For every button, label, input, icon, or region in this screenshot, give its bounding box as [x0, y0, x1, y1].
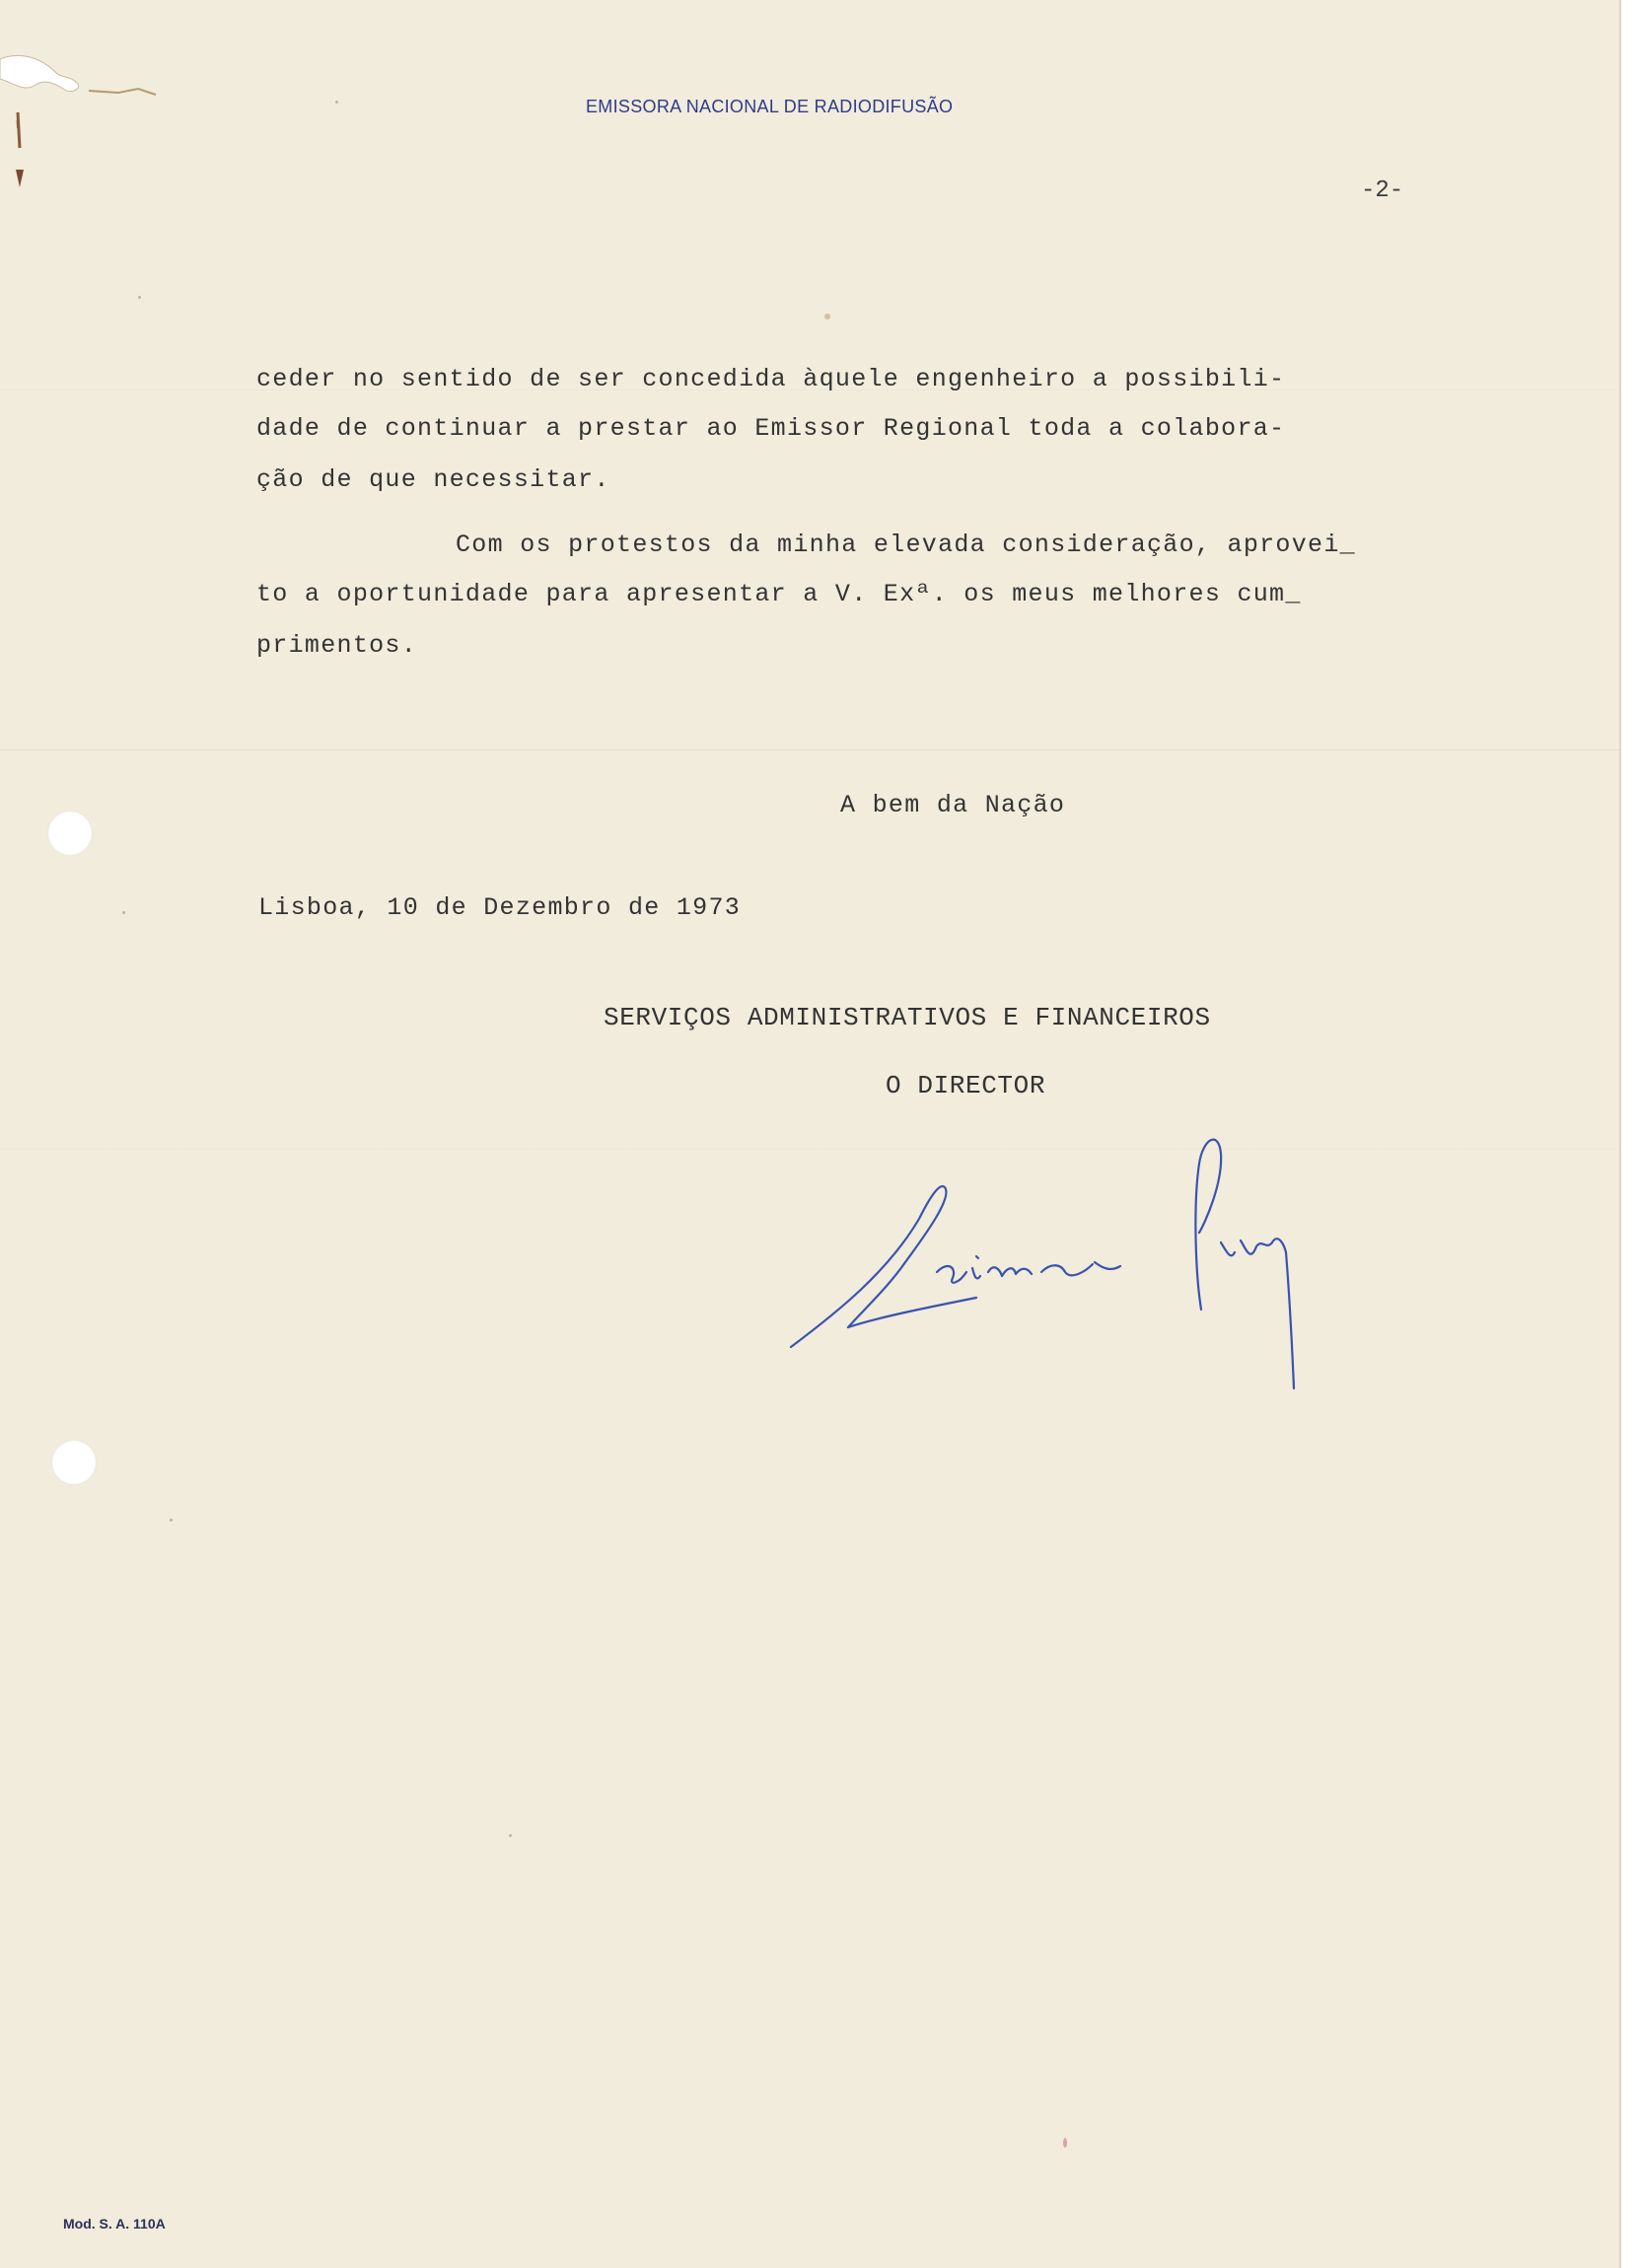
page-edge [1619, 0, 1641, 2268]
paper-speck [170, 1519, 173, 1522]
paper-speck [335, 101, 338, 104]
department-name: SERVIÇOS ADMINISTRATIVOS E FINANCEIROS [604, 1003, 1211, 1032]
punch-hole [51, 1440, 97, 1485]
paper-speck [122, 911, 125, 914]
page-number: -2- [1361, 177, 1404, 204]
body-line: ceder no sentido de ser concedida àquele engenheiro a possibili- [256, 365, 1286, 393]
paper-speck [1063, 2138, 1067, 2148]
body-line: dade de continuar a prestar ao Emissor Regional toda a colabora- [256, 414, 1286, 443]
handwritten-signature [779, 1124, 1312, 1400]
form-code: Mod. S. A. 110A [63, 2216, 166, 2232]
place-date: Lisboa, 10 de Dezembro de 1973 [258, 893, 742, 922]
fold-crease [0, 749, 1619, 752]
paper-speck [138, 296, 141, 299]
letterhead-organization: EMISSORA NACIONAL DE RADIODIFUSÃO [586, 97, 954, 116]
paper-speck [509, 1834, 512, 1837]
closing-salutation: A bem da Nação [840, 791, 1066, 819]
body-line: ção de que necessitar. [256, 465, 610, 494]
paper-speck [824, 314, 830, 319]
punch-hole [47, 811, 93, 856]
body-line: Com os protestos da minha elevada consideração, aprovei_ [456, 531, 1356, 559]
signatory-title: O DIRECTOR [886, 1071, 1046, 1100]
body-line: primentos. [256, 631, 418, 660]
body-line: to a oportunidade para apresentar a V. Exª. os meus melhores cum_ [256, 580, 1302, 608]
rust-mark [10, 108, 30, 197]
